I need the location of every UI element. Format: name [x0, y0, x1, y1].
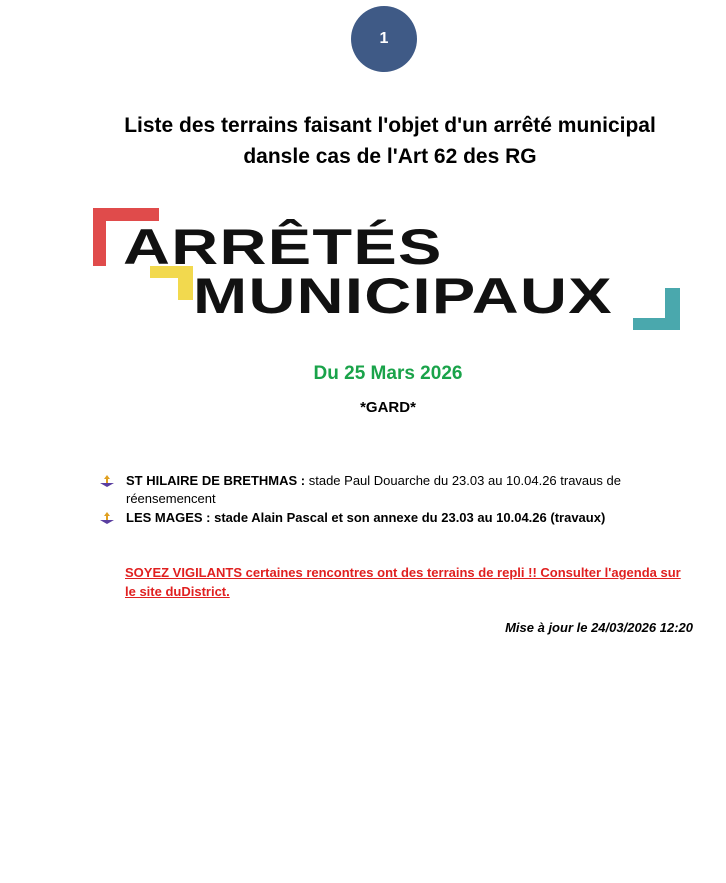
last-update: Mise à jour le 24/03/2026 12:20: [505, 620, 693, 635]
list-item: [100, 509, 680, 527]
date-heading: Du 25 Mars 2026: [313, 363, 463, 384]
list-item: [100, 472, 680, 508]
logo-teal-bracket: [633, 288, 680, 330]
item-detail: stade Alain Pascal et son annexe du 23.03 au 10.04.26 (travaux): [210, 510, 606, 525]
vigilance-warning-link[interactable]: SOYEZ VIGILANTS certaines rencontres ont des terrains de repli !! Consulter l'agenda sur le site duDistrict.: [125, 565, 681, 599]
logo-word-1: ARRÊTÉS: [123, 219, 443, 275]
item-place: ST HILAIRE DE BRETHMAS :: [126, 473, 306, 488]
title-line-2: dansle cas de l'Art 62 des RG: [243, 145, 537, 168]
page-number: 1: [379, 30, 389, 47]
region-heading: *GARD*: [360, 399, 416, 416]
page-number-badge: [351, 6, 417, 72]
logo-word-2: MUNICIPAUX: [193, 268, 613, 324]
item-place: LES MAGES :: [126, 510, 211, 525]
closed-fields-list: [100, 472, 680, 528]
arrow-bullet-icon: [100, 512, 114, 524]
item-detail: stade Paul Douarche du 23.03 au 10.04.26 travaus de réensemencent: [126, 473, 621, 506]
page-title: [100, 110, 680, 172]
title-line-1: Liste des terrains faisant l'objet d'un arrêté municipal: [124, 114, 656, 137]
arretes-municipaux-logo: [93, 208, 683, 334]
arrow-bullet-icon: [100, 475, 114, 487]
